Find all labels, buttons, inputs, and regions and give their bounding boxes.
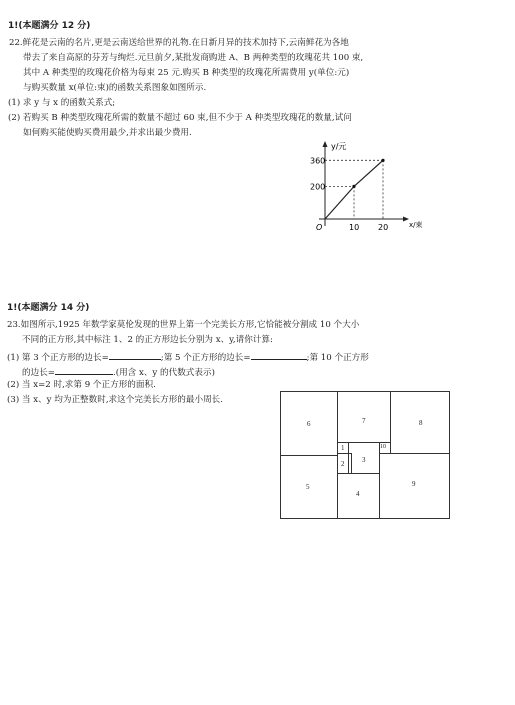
question-text-line: 鲜花是云南的名片,更是云南送给世界的礼物.在日新月异的技术加持下,云南鲜花为各地 <box>22 38 349 48</box>
answer-blank[interactable] <box>109 350 161 360</box>
graph-line-segment <box>325 186 354 219</box>
answer-blank[interactable] <box>251 350 307 360</box>
question-22-line4: 与购买数量 x(单位:束)的函数关系图象如图所示. <box>23 83 207 93</box>
question-23-part1-line2 <box>22 365 215 379</box>
section-header-14pts <box>7 303 89 314</box>
part1-text: ;第 5 个正方形的边长= <box>160 353 251 363</box>
question-23-line2: 不同的正方形,其中标注 1、2 的正方形边长分别为 x、y,请你计算: <box>22 335 273 345</box>
y-tick-label: 360 <box>310 156 326 166</box>
question-22-line1 <box>9 38 349 49</box>
question-22-line3: 其中 A 种类型的玫瑰花价格为每束 25 元.购买 B 种类型的玫瑰花所需费用 y(单位:元) <box>23 68 350 78</box>
section-header-12pts <box>8 21 90 32</box>
square-label: 3 <box>362 456 366 464</box>
question-22-part2-line1: (2) 若购买 B 种类型玫瑰花所需的数量不超过 60 束,但不少于 A 种类型玫瑰花的数量,试问 <box>8 113 352 123</box>
square-7 <box>337 391 391 443</box>
perfect-rectangle-figure <box>280 391 450 519</box>
square-label: 1 <box>341 444 345 452</box>
part1-text: (1) 第 3 个正方形的边长= <box>7 353 109 363</box>
square-5 <box>280 455 338 519</box>
graph-point <box>381 159 384 162</box>
x-tick-label: 20 <box>378 223 389 232</box>
question-23-part1-line1 <box>7 350 369 364</box>
square-8 <box>390 391 450 454</box>
square-3 <box>348 442 380 474</box>
function-graph <box>305 140 425 238</box>
square-9 <box>379 453 450 519</box>
square-label: 6 <box>307 420 311 428</box>
square-label: 4 <box>356 490 360 498</box>
square-label: 9 <box>412 480 416 488</box>
y-axis-label: y/元 <box>331 142 347 151</box>
square-label: 5 <box>306 483 310 491</box>
square-10 <box>379 442 391 454</box>
part1-text: 的边长= <box>22 368 55 378</box>
part1-text: ;第 10 个正方形 <box>306 353 369 363</box>
question-number: 22. <box>9 38 23 48</box>
question-23-part3: (3) 当 x、y 均为正整数时,求这个完美长方形的最小周长. <box>7 395 224 405</box>
question-22-part2-line2: 如何购买能使购买费用最少,并求出最少费用. <box>23 128 192 138</box>
x-tick-label: 10 <box>349 223 360 232</box>
square-4 <box>337 473 380 519</box>
square-label: 7 <box>362 417 366 425</box>
graph-line-segment <box>354 160 383 186</box>
question-23-line1 <box>7 320 359 331</box>
question-22-line2: 带去了来自高原的芬芳与绚烂.元旦前夕,某批发商购进 A、B 两种类型的玫瑰花共 100 束, <box>23 53 364 63</box>
origin-label: O <box>316 223 323 232</box>
section-header-text: 1!(本题满分 14 分) <box>7 303 90 313</box>
question-23-part2: (2) 当 x=2 时,求第 9 个正方形的面积. <box>7 380 156 390</box>
y-axis-arrow-icon <box>323 141 328 147</box>
graph-point <box>352 185 355 188</box>
square-label: 2 <box>341 460 345 468</box>
square-label: 10 <box>380 444 386 450</box>
question-number: 23. <box>7 320 21 330</box>
part1-text: .(用含 x、y 的代数式表示) <box>112 368 215 378</box>
y-tick-label: 200 <box>310 182 326 192</box>
question-22-part1: (1) 求 y 与 x 的函数关系式; <box>8 98 116 108</box>
x-axis-label: x/束 <box>409 221 423 229</box>
square-label: 8 <box>419 419 423 427</box>
square-6 <box>280 391 338 456</box>
question-text-line: 如图所示,1925 年数学家莫伦发现的世界上第一个完美长方形,它恰能被分割成 10 个大小 <box>20 320 360 330</box>
answer-blank[interactable] <box>55 365 113 375</box>
section-header-text: 1!(本题满分 12 分) <box>8 21 91 31</box>
